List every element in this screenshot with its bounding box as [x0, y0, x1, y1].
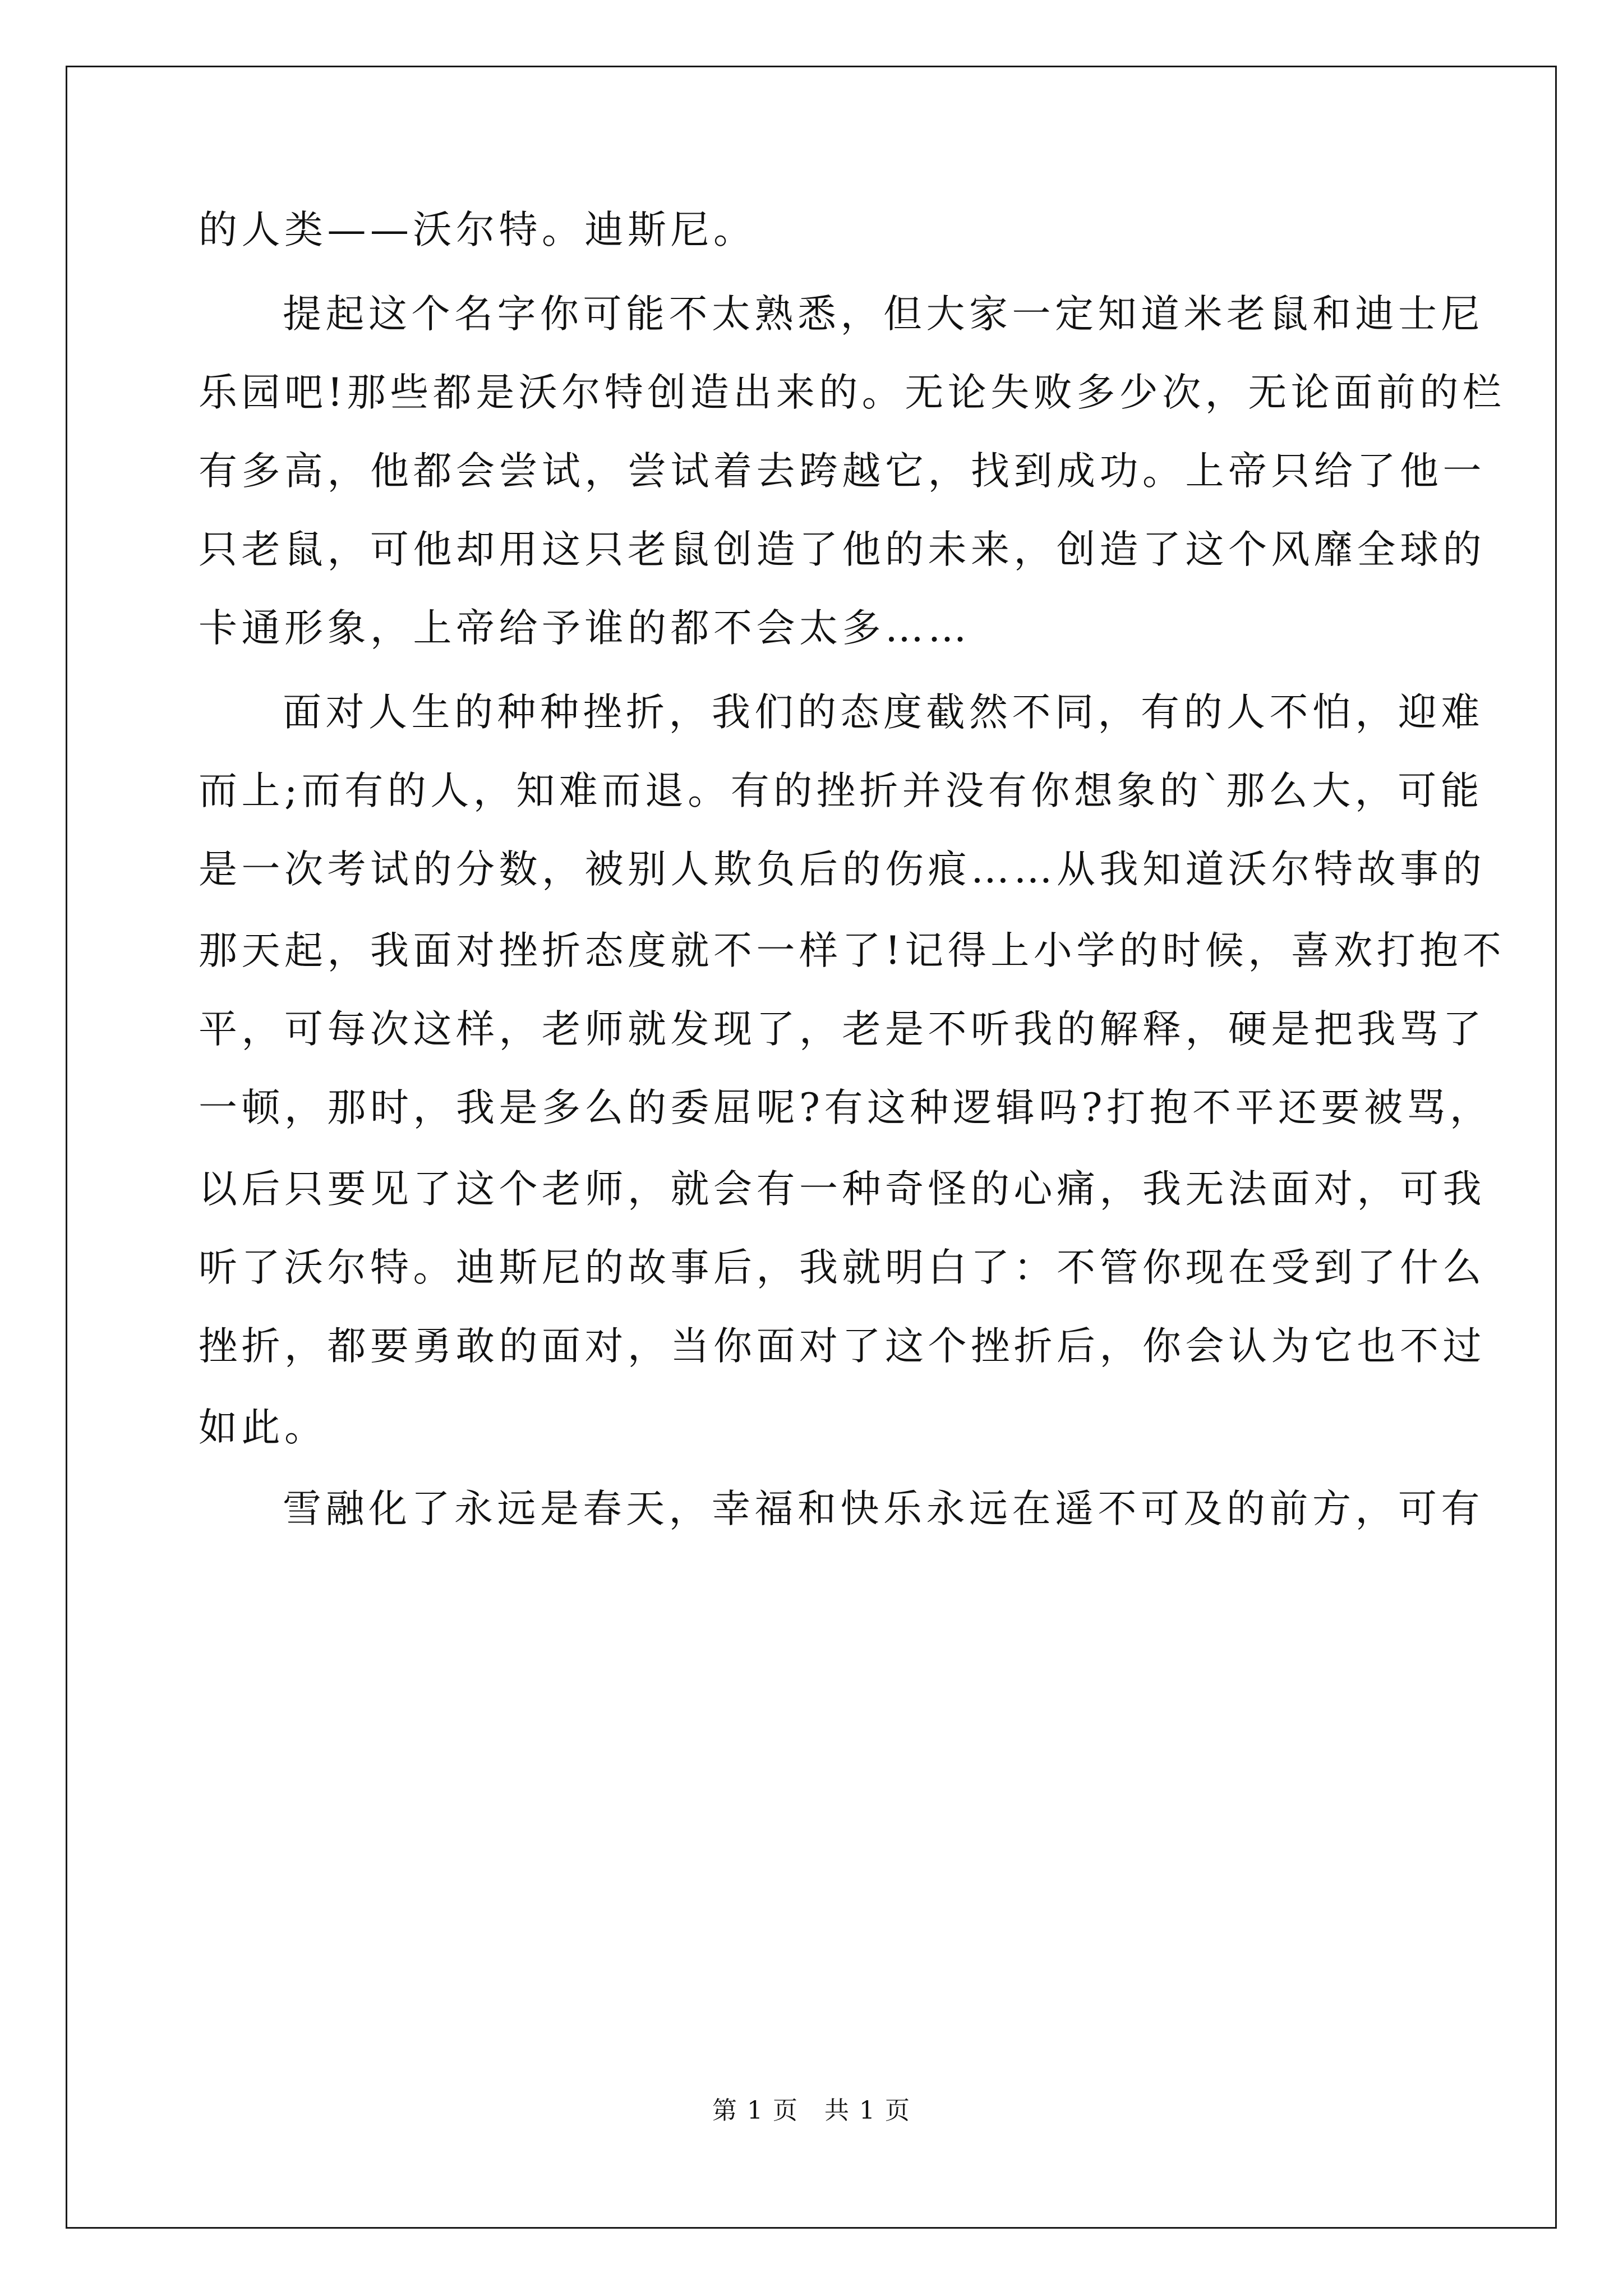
text-line: 平，可每次这样，老师就发现了，老是不听我的解释，硬是把我骂了: [199, 1007, 1486, 1052]
text-line: 卡通形象，上帝给予谁的都不会太多……: [199, 606, 971, 651]
text-line: 是一次考试的分数，被别人欺负后的伤痕……从我知道沃尔特故事的: [199, 847, 1486, 892]
text-line: 提起这个名字你可能不太熟悉，但大家一定知道米老鼠和迪士尼: [283, 292, 1484, 337]
page-number: 第 1 页 共 1 页: [712, 2096, 911, 2125]
page-footer: [0, 2094, 1623, 2128]
text-line: 以后只要见了这个老师，就会有一种奇怪的心痛，我无法面对，可我: [199, 1167, 1486, 1212]
text-line: 而上;而有的人，知难而退。有的挫折并没有你想象的`那么大，可能: [199, 769, 1484, 813]
text-line: 的人类——沃尔特。迪斯尼。: [199, 208, 757, 252]
text-line: 听了沃尔特。迪斯尼的故事后，我就明白了：不管你现在受到了什么: [199, 1245, 1486, 1290]
text-line: 一顿，那时，我是多么的委屈呢?有这种逻辑吗?打抱不平还要被骂，: [199, 1085, 1493, 1130]
text-line: 只老鼠，可他却用这只老鼠创造了他的未来，创造了这个风靡全球的: [199, 527, 1486, 572]
text-line: 乐园吧!那些都是沃尔特创造出来的。无论失败多少次，无论面前的栏: [199, 370, 1506, 415]
text-line: 有多高，他都会尝试，尝试着去跨越它，找到成功。上帝只给了他一: [199, 449, 1486, 494]
text-line: 那天起，我面对挫折态度就不一样了!记得上小学的时候，喜欢打抱不: [199, 928, 1506, 973]
text-line: 雪融化了永远是春天，幸福和快乐永远在遥不可及的前方，可有: [283, 1487, 1484, 1531]
text-line: 挫折，都要勇敢的面对，当你面对了这个挫折后，你会认为它也不过: [199, 1324, 1486, 1369]
text-line: 如此。: [199, 1405, 328, 1450]
text-line: 面对人生的种种挫折，我们的态度截然不同，有的人不怕，迎难: [283, 690, 1484, 735]
